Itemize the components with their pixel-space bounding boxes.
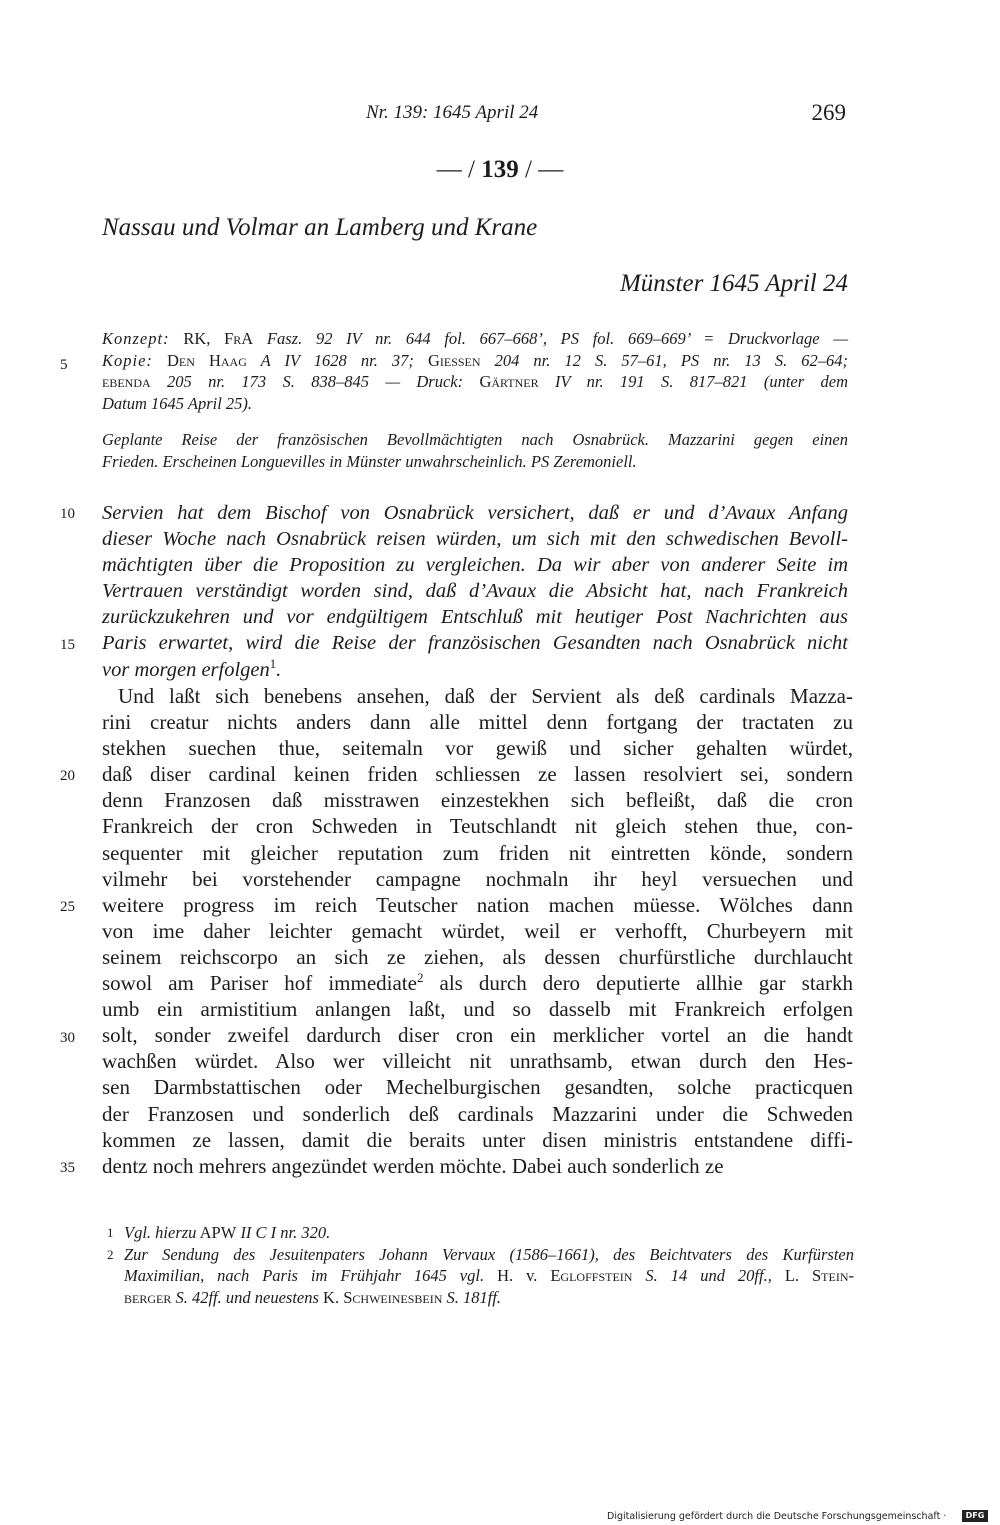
text-line: sen Darmbstattischen oder Mechelburgischen gesandten, solche practicquen xyxy=(102,1075,853,1100)
line-number: 20 xyxy=(60,768,75,784)
text-line: rini creatur nichts anders dann alle mittel denn fortgang der tractaten zu xyxy=(102,710,853,735)
text-line: sowol am Pariser hof immediate$^2$ als durch dero deputierte allhie gar starkh xyxy=(102,970,853,996)
footnote-mark: 1 xyxy=(107,1225,114,1240)
summary-line: Frieden. Erscheinen Longuevilles in Münster unwahrscheinlich. PS Zeremoniell. xyxy=(102,451,637,471)
text-line: mächtigten über die Proposition zu vergleichen. Da wir aber von anderer Seite im xyxy=(102,554,848,577)
text-line: Servien hat dem Bischof von Osnabrück versichert, daß er und d’Avaux Anfang xyxy=(102,502,848,524)
text-line: sequenter mit gleicher reputation zum friden nit eintretten könde, sondern xyxy=(102,840,853,865)
text-line: daß diser cardinal keinen friden schliessen ze lassen resolviert sei, sondern xyxy=(102,762,853,787)
footnote-line: berger S. 42ff. und neuestens K. Schweinesbein S. 181ff. xyxy=(124,1287,502,1307)
footnote-1 xyxy=(102,1222,854,1244)
source-line: Konzept: RK, FrA Fasz. 92 IV nr. 644 fol. 667–668’, PS fol. 669–669’ = Druckvorlage — xyxy=(102,329,849,348)
text-line: Frankreich der cron Schweden in Teutschlandt nit gleich stehen thue, con- xyxy=(102,814,853,839)
text-line: dentz noch mehrers angezündet werden möchte. Dabei auch sonderlich ze xyxy=(102,1153,724,1178)
text-line: dieser Woche nach Osnabrück reisen würden, um sich mit den schwedischen Bevoll- xyxy=(102,528,848,551)
footnotes xyxy=(102,1222,854,1308)
text-line: denn Franzosen daß misstrawen einzestekhen sich befleißt, daß die cron xyxy=(102,788,853,813)
footnote-2 xyxy=(102,1244,854,1309)
source-line: Kopie: Den Haag A IV 1628 nr. 37; Giessen 204 nr. 12 S. 57–61, PS nr. 13 S. 62–64; xyxy=(102,350,849,370)
footnote-line: Zur Sendung des Jesuitenpaters Johann Vervaux (1586–1661), des Beichtvaters des Kurfürsten xyxy=(124,1244,854,1264)
text-line: umb ein armistitium anlangen laßt, und so dasselb mit Frankreich erfolgen xyxy=(102,997,853,1022)
line-number: 5 xyxy=(60,357,68,373)
footnote-line: Maximilian, nach Paris im Frühjahr 1645 vgl. H. v. Egloffstein S. 14 und 20ff., L. Stein- xyxy=(124,1266,854,1285)
text-line: von ime daher leichter gemacht würdet, weil er verhofft, Churbeyern mit xyxy=(102,918,853,943)
text-line: vor morgen erfolgen$^1$. xyxy=(102,656,282,681)
footnote-reference[interactable]: 2 xyxy=(416,970,424,986)
running-head-title: Nr. 139: 1645 April 24 xyxy=(366,102,539,123)
source-apparatus xyxy=(102,328,848,414)
editorial-paraphrase xyxy=(102,500,848,683)
footnote-mark: 2 xyxy=(107,1246,114,1262)
page-number: 269 xyxy=(811,100,846,125)
text-line: solt, sonder zweifel dardurch diser cron ein merklicher vortel an die handt xyxy=(102,1023,853,1048)
letter-text xyxy=(102,683,853,1179)
text-line: wachßen würdet. Also wer villeicht nit unrathsamb, etwan durch den Hes- xyxy=(102,1049,853,1074)
dfg-logo: DFG xyxy=(962,1510,988,1522)
dfg-credit: Digitalisierung gefördert durch die Deutsche Forschungsgemeinschaft · xyxy=(607,1511,947,1522)
document-summary xyxy=(102,429,848,472)
text-line: kommen ze lassen, damit die beraits unter disen ministris entstandene diffi- xyxy=(102,1127,853,1152)
place-date: Münster 1645 April 24 xyxy=(619,270,848,297)
document-number: — / 139 / — xyxy=(436,156,564,183)
footnote-line: Vgl. hierzu APW II C I nr. 320. xyxy=(124,1223,331,1242)
line-number: 15 xyxy=(60,637,75,653)
line-number: 25 xyxy=(60,899,75,915)
line-number: 35 xyxy=(60,1160,75,1176)
text-line: weitere progress im reich Teutscher nation machen müesse. Wölches dann xyxy=(102,892,853,917)
line-number: 10 xyxy=(60,506,75,522)
text-line: vilmehr bei vorstehender campagne nochmaln ihr heyl versuechen und xyxy=(102,866,853,891)
text-line: Und laßt sich benebens ansehen, daß der Servient als deß cardinals Mazza- xyxy=(118,684,853,708)
source-line: ebenda 205 nr. 173 S. 838–845 — Druck: Gärtner IV nr. 191 S. 817–821 (unter dem xyxy=(102,372,848,391)
document-title: Nassau und Volmar an Lamberg und Krane xyxy=(102,214,538,241)
text-line: stekhen suechen thue, seitemaln vor gewiß und sicher gehalten würdet, xyxy=(102,736,853,761)
text-line: seinem reichscorpo an sich ze ziehen, als dessen churfürstliche durchlaucht xyxy=(102,944,853,969)
text-line: zurückzukehren und vor endgültigem Entschluß mit heutiger Post Nachrichten aus xyxy=(102,606,848,629)
text-line: Vertrauen verständigt worden sind, daß d’Avaux die Absicht hat, nach Frankreich xyxy=(102,580,848,603)
running-head xyxy=(0,100,1000,130)
source-line: Datum 1645 April 25). xyxy=(102,393,253,413)
text-line: der Franzosen und sonderlich deß cardinals Mazzarini under die Schweden xyxy=(102,1101,853,1126)
summary-line: Geplante Reise der französischen Bevollmächtigten nach Osnabrück. Mazzarini gegen einen xyxy=(102,430,848,449)
document-number-value: 139 xyxy=(481,156,519,183)
text-line: Paris erwartet, wird die Reise der französischen Gesandten nach Osnabrück nicht xyxy=(102,632,848,655)
footnote-reference[interactable]: 1 xyxy=(269,656,277,671)
line-number: 30 xyxy=(60,1030,75,1046)
